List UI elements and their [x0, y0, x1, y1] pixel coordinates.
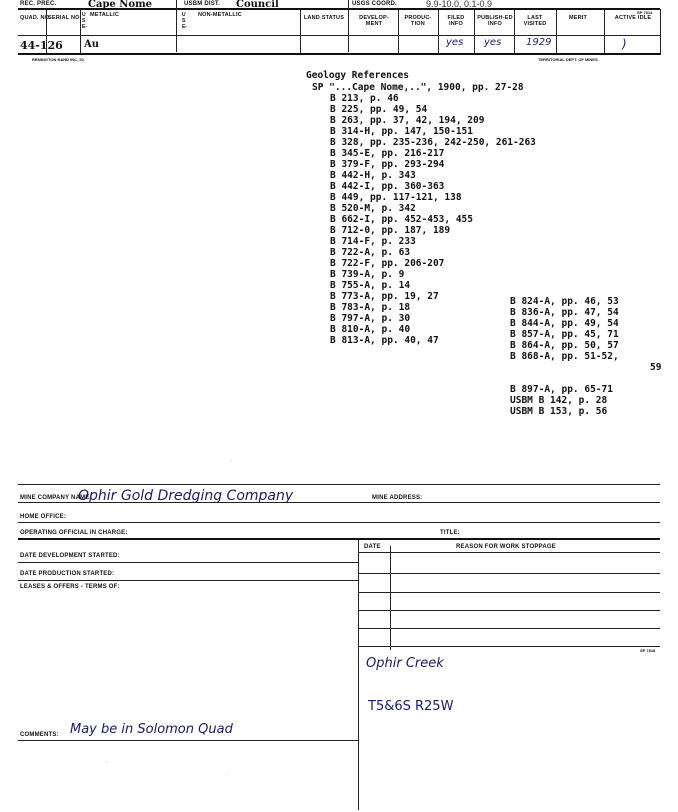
active-idle-value: ): [622, 37, 627, 51]
reference-line: B 773-A, pp. 19, 27: [330, 291, 439, 302]
reference-line: B 844-A, pp. 49, 54: [510, 318, 619, 329]
col-production: PRODUC-TION: [404, 15, 432, 27]
reference-line: B 783-A, p. 18: [330, 302, 411, 313]
stoppage-header-rule: [358, 552, 660, 553]
col-land-status: LAND STATUS: [303, 15, 345, 21]
last-visited-value: 1929: [526, 37, 552, 48]
divider: [514, 9, 515, 55]
reference-line: B 213, p. 46: [330, 93, 399, 104]
row-rule: [18, 562, 358, 563]
stoppage-row-rule: [358, 573, 660, 574]
published-info-value: yes: [484, 37, 502, 48]
col-published-info: PUBLISH-ED INFO: [477, 15, 513, 27]
col-serial-no: SERIAL NO.: [48, 15, 82, 21]
reference-line: SP "...Cape Nome,..", 1900, pp. 27-28: [312, 82, 524, 93]
mine-company-value: Ophir Gold Dredging Company: [78, 488, 294, 504]
reference-line: B 379-F, pp. 293-294: [330, 159, 445, 170]
speck: ·: [226, 772, 228, 778]
stoppage-row-rule: [358, 628, 660, 629]
reference-line: B 868-A, pp. 51-52,: [510, 351, 619, 362]
reason-label: REASON FOR WORK STOPPAGE: [456, 544, 556, 550]
reference-line: B 442-I, pp. 360-363: [330, 181, 445, 192]
quad-no-value: 44-126: [20, 39, 63, 52]
reference-line: B 520-M, p. 342: [330, 203, 416, 214]
row-rule: [18, 580, 358, 581]
top-rule: [18, 484, 660, 485]
col-nonmetallic-use: U S E-: [182, 12, 187, 30]
home-office-label: HOME OFFICE:: [20, 514, 67, 520]
stoppage-left-border: [358, 540, 359, 810]
reference-line: B 755-A, p. 14: [330, 280, 411, 291]
divider: [398, 9, 399, 55]
reference-line: B 225, pp. 49, 54: [330, 104, 428, 115]
speck: ·: [230, 458, 232, 464]
creek-note: Ophir Creek: [366, 656, 444, 671]
reference-line: B 263, pp. 37, 42, 194, 209: [330, 115, 485, 126]
township-note: T5&6S R25W: [368, 699, 454, 714]
col-active-idle: ACTIVE IDLE: [614, 15, 652, 21]
stoppage-row-rule: [358, 646, 660, 647]
reference-line: B 712-0, pp. 187, 189: [330, 225, 451, 236]
header-bottom-rule: [18, 53, 660, 55]
geology-right-column: [510, 296, 662, 417]
usbm-dist-label: USBM DIST.: [184, 1, 221, 7]
comments-label: COMMENTS:: [20, 732, 59, 738]
comments-value: May be in Solomon Quad: [70, 722, 233, 737]
divider: [300, 9, 301, 55]
reference-line: B 345-E, pp. 216-217: [330, 148, 445, 159]
geology-heading: Geology References: [306, 70, 409, 81]
usgs-coord-value: 9.9-10.0, 0.1-0.9: [426, 0, 493, 9]
col-metallic-use: U S E-: [82, 12, 87, 30]
divider: [348, 0, 349, 52]
usgs-coord-label: USGS COORD.: [352, 1, 397, 7]
title-label: TITLE:: [440, 530, 460, 536]
col-development: DEVELOP-MENT: [359, 15, 389, 27]
reference-line: B 813-A, pp. 40, 47: [330, 335, 439, 346]
col-last-visited: LAST VISITED: [523, 15, 547, 27]
row-rule: [18, 538, 660, 540]
form-number-2: SP 7818: [640, 648, 656, 653]
reference-line: B 836-A, pp. 47, 54: [510, 307, 619, 318]
row-rule: [18, 502, 660, 503]
col-merit: MERIT: [568, 15, 588, 21]
reference-line: B 442-H, p. 343: [330, 170, 416, 181]
printer-mark: REMINGTON RAND INC. 20: [32, 57, 84, 62]
mine-company-label: MINE COMPANY NAME:: [20, 495, 92, 501]
reference-line: B 662-I, pp. 452-453, 455: [330, 214, 473, 225]
date-production-label: DATE PRODUCTION STARTED:: [20, 571, 115, 577]
stoppage-date-divider: [390, 546, 391, 650]
stoppage-row-rule: [358, 610, 660, 611]
col-non-metallic: NON-METALLIC: [198, 12, 242, 18]
reference-line: B 857-A, pp. 45, 71: [510, 329, 619, 340]
reference-line: 59: [650, 362, 662, 373]
reference-line: USBM B 153, p. 56: [510, 406, 608, 417]
comments-top-rule: [18, 740, 358, 741]
divider: [604, 9, 605, 55]
divider: [176, 0, 177, 52]
form-number: SP 7814: [637, 10, 653, 15]
reference-line: B 722-F, pp. 206-207: [330, 258, 445, 269]
date-column-label: DATE: [364, 544, 381, 550]
header-mid-rule: [18, 35, 660, 36]
reference-line: B 739-A, p. 9: [330, 269, 405, 280]
reference-line: B 714-F, p. 233: [330, 236, 416, 247]
divider: [660, 9, 661, 55]
filed-info-value: yes: [446, 37, 464, 48]
divider: [556, 9, 557, 55]
usbm-dist-value: Council: [236, 0, 279, 10]
reference-line: B 824-A, pp. 46, 53: [510, 296, 619, 307]
metallic-value: Au: [84, 39, 100, 50]
geology-left-column: [312, 82, 536, 346]
date-development-label: DATE DEVELOPMENT STARTED:: [20, 553, 120, 559]
divider: [474, 9, 475, 55]
col-quad-no: QUAD. NO.: [20, 15, 51, 21]
speck: ·: [106, 760, 108, 766]
col-metallic: METALLIC: [90, 12, 119, 18]
stoppage-row-rule: [358, 592, 660, 593]
reference-line: B 449, pp. 117-121, 138: [330, 192, 462, 203]
reference-line: USBM B 142, p. 28: [510, 395, 608, 406]
rec-prec-label: REC. PREC.: [20, 1, 57, 7]
divider: [80, 9, 81, 55]
reference-line: B 797-A, p. 30: [330, 313, 411, 324]
divider: [438, 9, 439, 55]
row-rule: [18, 522, 660, 523]
operating-official-label: OPERATING OFFICIAL IN CHARGE:: [20, 530, 128, 536]
leases-label: LEASES & OFFERS - TERMS OF:: [20, 584, 120, 590]
reference-line: B 328, pp. 235-236, 242-250, 261-263: [330, 137, 536, 148]
reference-line: B 864-A, pp. 50, 57: [510, 340, 619, 351]
territorial-mark: TERRITORIAL DEPT. OF MINES: [538, 57, 598, 62]
reference-line: B 722-A, p. 63: [330, 247, 411, 258]
reference-line: B 897-A, pp. 65-71: [510, 384, 613, 395]
mine-address-label: MINE ADDRESS:: [372, 495, 423, 501]
col-filed-info: FILED INFO: [447, 15, 465, 27]
reference-line: B 314-H, pp. 147, 150-151: [330, 126, 473, 137]
rec-prec-value: Cape Nome: [88, 0, 153, 10]
reference-line: B 810-A, p. 40: [330, 324, 411, 335]
reference-line: [510, 373, 619, 384]
